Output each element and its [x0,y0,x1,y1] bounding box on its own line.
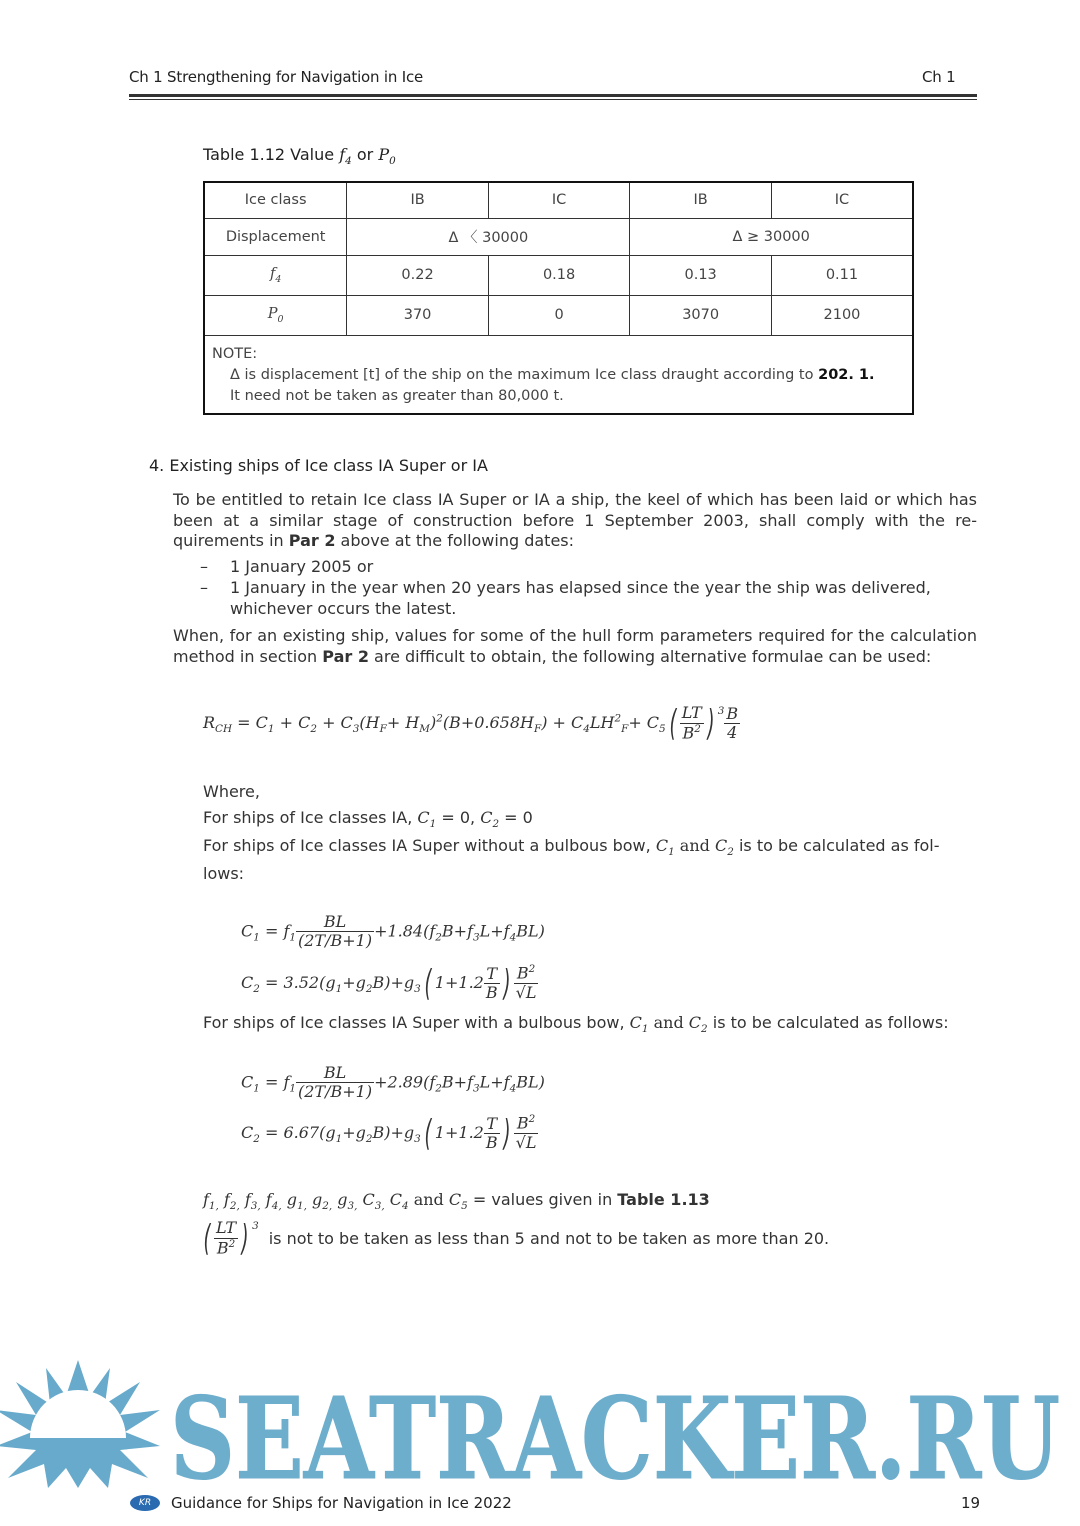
value-table [203,181,914,415]
table-cell: Δ ≥ 30000 [630,218,913,255]
table-cell: 0.22 [347,255,489,295]
header-rule-thin [129,99,977,100]
section-heading: 4. Existing ships of Ice class IA Super or IA [149,456,488,475]
table-caption [203,145,396,167]
note-title: NOTE: [212,345,258,362]
watermark [0,1360,1080,1488]
limit-line: ( $\frac{LT}{B^2}$ ) $^3$ is not to be taken as less than 5 and not to be taken as more than 20. [203,1218,830,1259]
sun-icon [0,1360,160,1488]
page-number: 19 [961,1494,981,1512]
table-note-row [204,335,913,414]
super-bulb-line: For ships of Ice classes IA Super with a bulbous bow, $C_1$ and $C_2$ is to be calculated as follows: [203,1013,949,1036]
table-cell: IB [630,182,772,218]
paragraph: To be entitled to retain Ice class IA Super or IA a ship, the keel of which has been laid or which has been at a similar stage of construction before 1 September 2003, shall comply with the re-quirements in Par 2 above at the following dates: [173,490,977,551]
caption-text: Table 1.12 Value [203,145,335,164]
table-cell: 370 [347,295,489,335]
ia-line: For ships of Ice classes IA, $C_1 = 0$, $C_2 = 0$ [203,808,533,831]
svg-text:SEATRACKER.RU: SEATRACKER.RU [170,1374,1060,1488]
row-header: Ice class [204,182,347,218]
table-cell: Δ 〈 30000 [347,218,630,255]
paragraph: When, for an existing ship, values for some of the hull form parameters required for the calculation method in section Par 2 are difficult to obtain, the following alternative formulae can be used: [173,626,977,666]
table-cell: 0.13 [630,255,772,295]
note-line: Δ is displacement [t] of the ship on the maximum Ice class draught according to 202. 1. [230,366,875,383]
formula-c1-bulb: $C_1 = f_1$ $\frac{BL}{(2T/B+1)}$ $+2.89(f_2B+f_3L+f_4BL)$ [241,1063,545,1102]
list-item-cont: whichever occurs the latest. [230,599,457,618]
list-item: – 1 January in the year when 20 years has elapsed since the year the ship was delivered, [200,578,931,597]
where-label: Where, [203,782,260,801]
formula-c2-nobulb: $C_2 = 3.52(g_1+g_2B)+g_3$( 1+1.2 $\frac{T}{B}$ ) $\frac{B^2}{√L}$ [241,963,537,1004]
footer-title: Guidance for Ships for Navigation in Ice 2022 [171,1494,512,1512]
header-rule [129,94,977,97]
super-nobulb-line: For ships of Ice classes IA Super without a bulbous bow, $C_1$ and $C_2$ is to be calculated as fol- [203,836,940,859]
table-cell: 3070 [630,295,772,335]
running-header-chapter: Ch 1 [922,68,956,86]
caption-f4: $f_4$ [339,145,352,168]
table-cell: 0 [488,295,630,335]
formula-rch: $R_{CH} = C_1 + C_2 + C_3(H_F+ H_M)^2(B+0.658H_F) + C_4LH^2_F+ C_5$( $\frac{LT}{B^2}$ ) $^3$ $\frac{B}{4}$ [203,703,739,744]
table-note [204,335,913,414]
table-cell: IC [771,182,913,218]
kr-logo-icon: KR [130,1495,160,1511]
table-cell: IC [488,182,630,218]
list-item: – 1 January 2005 or [200,557,374,576]
table-row [204,295,913,335]
running-header-title: Ch 1 Strengthening for Navigation in Ice [129,68,424,86]
row-header: $f_4$ [204,255,347,295]
caption-or: or [356,145,374,164]
note-line: It need not be taken as greater than 80,000 t. [230,387,564,404]
super-nobulb-cont: lows: [203,864,245,883]
coefficients-line: $f_{1,}$ $f_{2,}$ $f_{3,}$ $f_{4,}$ $g_{1,}$ $g_{2,}$ $g_{3,}$ $C_{3,}$ $C_4$ and $C_5$ = values given in Table 1.13 [203,1190,710,1213]
table-row [204,255,913,295]
table-row [204,182,913,218]
table-cell: 0.18 [488,255,630,295]
formula-c2-bulb: $C_2 = 6.67(g_1+g_2B)+g_3$( 1+1.2 $\frac{T}{B}$ ) $\frac{B^2}{√L}$ [241,1113,537,1154]
row-header: $P_0$ [204,295,347,335]
formula-c1-nobulb: $C_1 = f_1$ $\frac{BL}{(2T/B+1)}$ $+1.84(f_2B+f_3L+f_4BL)$ [241,912,545,951]
caption-p0: $P_0$ [378,145,396,168]
table-row [204,218,913,255]
table-cell: 0.11 [771,255,913,295]
table-cell: IB [347,182,489,218]
row-header: Displacement [204,218,347,255]
table-cell: 2100 [771,295,913,335]
